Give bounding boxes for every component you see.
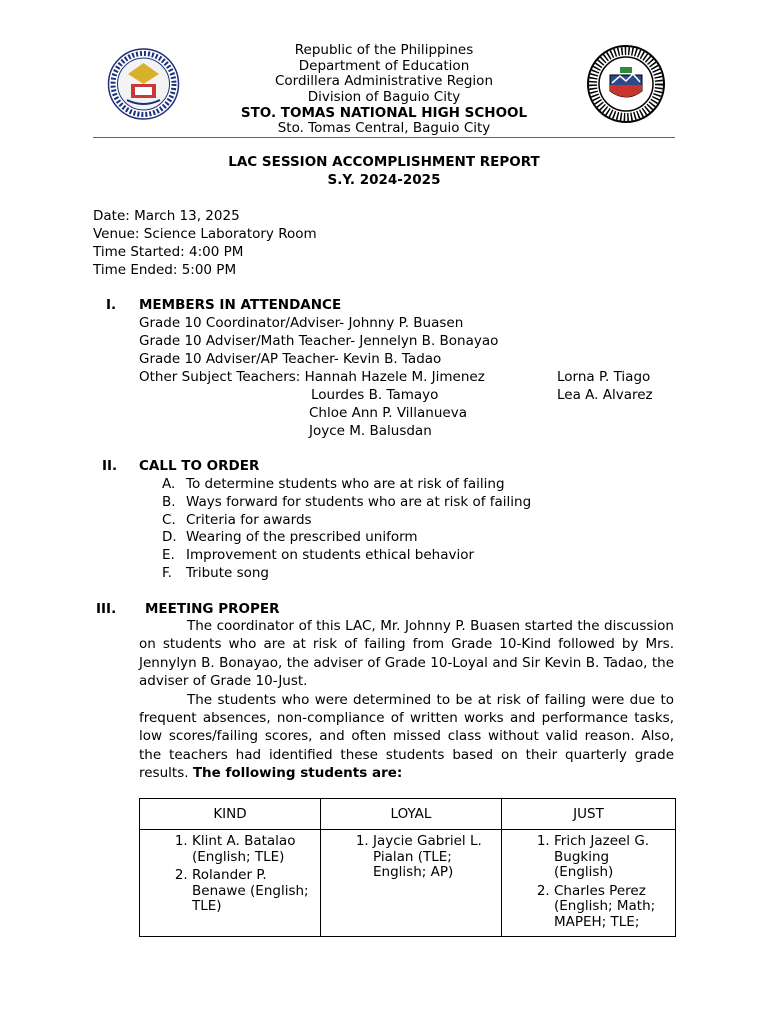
member-line: Grade 10 Adviser/Math Teacher- Jennelyn B. Bonayao: [139, 333, 499, 349]
agenda-item: Criteria for awards: [186, 512, 312, 528]
table-header-loyal: LOYAL: [321, 799, 502, 830]
other-teacher-name: Joyce M. Balusdan: [309, 423, 432, 439]
member-line: Grade 10 Adviser/AP Teacher- Kevin B. Tadao: [139, 351, 442, 367]
section-2-heading: CALL TO ORDER: [139, 458, 260, 474]
other-teacher-name: Lea A. Alvarez: [557, 387, 653, 403]
agenda-letter: A.: [162, 476, 176, 492]
section-1-number: I.: [106, 297, 117, 313]
meeting-paragraph-2-bold: The following students are:: [192, 765, 403, 782]
header-divider: [93, 137, 675, 138]
student-list-item: 2. Charles Perez (English; Math; MAPEH; TLE;: [554, 884, 669, 931]
other-teachers-label: Other Subject Teachers: Hannah Hazele M. Jimenez: [139, 369, 485, 385]
meeting-paragraph-2: [139, 691, 674, 783]
just-column-cell: [502, 830, 676, 937]
agenda-item: To determine students who are at risk of failing: [186, 476, 505, 492]
agenda-item: Tribute song: [186, 565, 269, 581]
agenda-letter: B.: [162, 494, 176, 510]
agenda-letter: C.: [162, 512, 176, 528]
kind-column-cell: [140, 830, 321, 937]
loyal-student-list: [321, 834, 501, 881]
section-3-heading: MEETING PROPER: [145, 601, 280, 617]
header-region: Cordillera Administrative Region: [274, 73, 493, 89]
meeting-proper-text: [139, 617, 674, 783]
section-3-number: III.: [96, 601, 117, 617]
kind-student-list: [140, 834, 320, 915]
section-1-heading: MEMBERS IN ATTENDANCE: [139, 297, 342, 313]
meeting-paragraph-2-text: The students who were determined to be at risk of failing were due to frequent absences, non-compliance of written works and performance tasks, low scores/failing scores, and often missed class without valid reason. Also, the teachers had identified these students based on their quarterly grade results.: [139, 691, 674, 782]
header-department: Department of Education: [298, 58, 470, 74]
section-2-number: II.: [102, 458, 118, 474]
student-list-item: 1. Jaycie Gabriel L. Pialan (TLE; English; AP): [373, 834, 495, 881]
time-started-field: Time Started: 4:00 PM: [93, 244, 244, 260]
students-at-risk-table: [139, 798, 676, 937]
agenda-letter: D.: [162, 529, 177, 545]
header-school-address: Sto. Tomas Central, Baguio City: [277, 120, 491, 136]
header-school-name: STO. TOMAS NATIONAL HIGH SCHOOL: [240, 105, 528, 121]
school-year: S.Y. 2024-2025: [327, 172, 441, 188]
agenda-item: Improvement on students ethical behavior: [186, 547, 475, 563]
agenda-letter: F.: [162, 565, 172, 581]
loyal-column-cell: [321, 830, 502, 937]
student-list-item: 1. Klint A. Batalao (English; TLE): [192, 834, 314, 865]
student-list-item: 1. Frich Jazeel G. Bugking (English): [554, 834, 669, 881]
header-division: Division of Baguio City: [307, 89, 461, 105]
agenda-letter: E.: [162, 547, 175, 563]
meeting-paragraph-1: The coordinator of this LAC, Mr. Johnny P. Buasen started the discussion on students who are at risk of failing from Grade 10-Kind followed by Mrs. Jennylyn B. Bonayao, the adviser of Grade 10-Loyal and Sir Kevin B. Tadao, the adviser of Grade 10-Just.: [139, 618, 674, 690]
date-field: Date: March 13, 2025: [93, 208, 240, 224]
member-line: Grade 10 Coordinator/Adviser- Johnny P. Buasen: [139, 315, 464, 331]
venue-field: Venue: Science Laboratory Room: [93, 226, 317, 242]
other-teacher-name: Lorna P. Tiago: [557, 369, 651, 385]
other-teacher-name: Chloe Ann P. Villanueva: [309, 405, 467, 421]
just-student-list: [502, 834, 675, 930]
time-ended-field: Time Ended: 5:00 PM: [93, 262, 237, 278]
other-teacher-name: Lourdes B. Tamayo: [311, 387, 439, 403]
agenda-item: Wearing of the prescribed uniform: [186, 529, 418, 545]
table-header-just: JUST: [502, 799, 676, 830]
header-republic: Republic of the Philippines: [294, 42, 474, 58]
student-list-item: 2. Rolander P. Benawe (English; TLE): [192, 868, 314, 915]
report-title: LAC SESSION ACCOMPLISHMENT REPORT: [228, 154, 540, 170]
agenda-item: Ways forward for students who are at risk of failing: [186, 494, 532, 510]
table-header-kind: KIND: [140, 799, 321, 830]
